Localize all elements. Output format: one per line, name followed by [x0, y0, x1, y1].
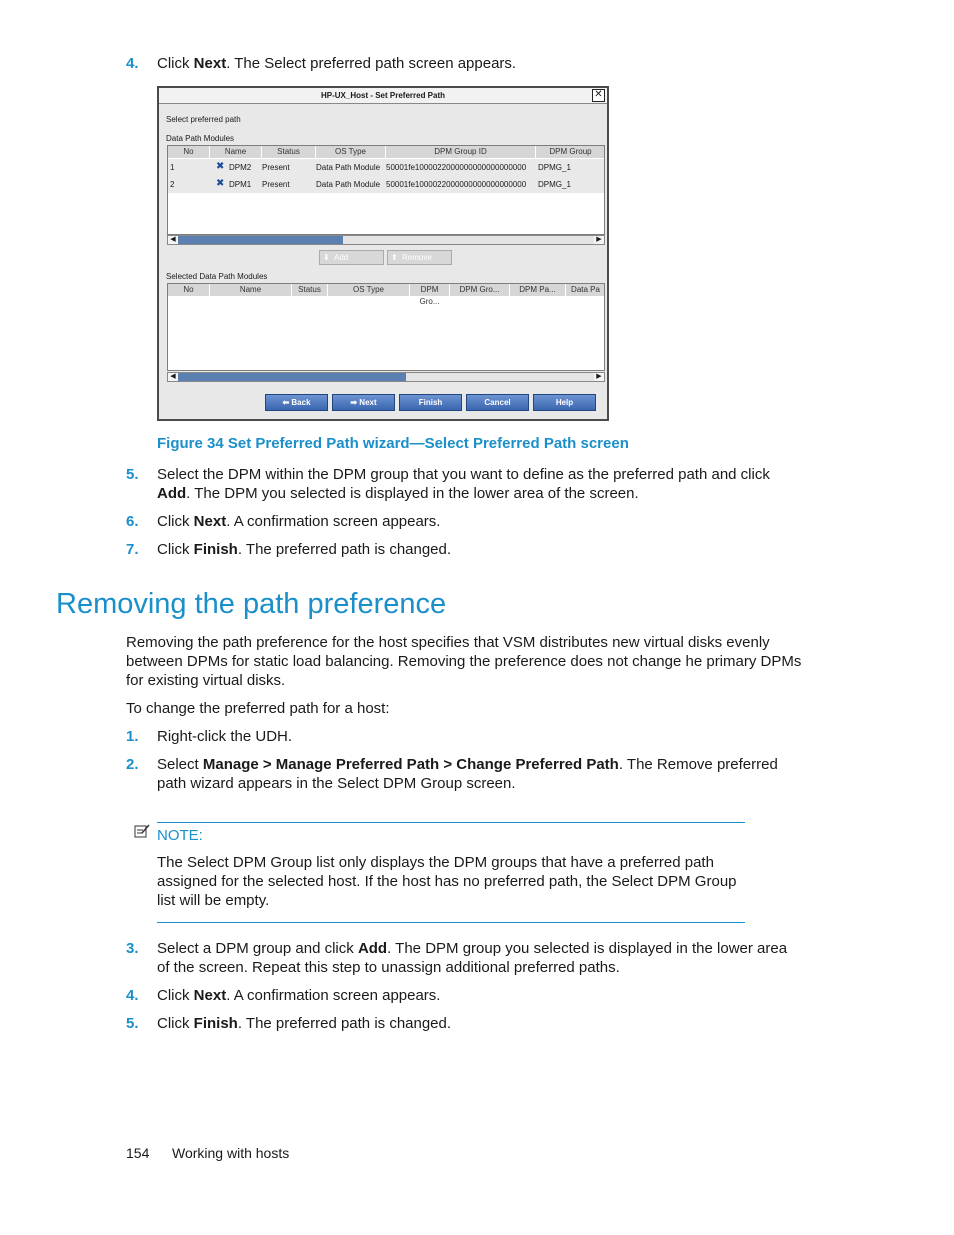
intro-paragraph: Removing the path preference for the host specifies that VSM distributes new virtual disks evenly between DPMs for static load balancing. Removing the preference does not change he primary DPMs for existing virtual disks. — [126, 634, 802, 689]
table-row[interactable] — [168, 159, 604, 176]
column-header[interactable]: Status — [262, 146, 316, 158]
selected-label: Selected Data Path Modules — [166, 272, 268, 281]
cell-no: 2 — [170, 180, 175, 189]
note-icon — [134, 824, 150, 838]
step-text: Click Finish. The preferred path is changed. — [157, 1015, 452, 1032]
dpm-icon: ✖ — [216, 178, 225, 189]
note-text: The Select DPM Group list only displays the DPM groups that have a preferred path assigned for the selected host. If the host has no preferred path, the Select DPM Group list will be empty. — [157, 854, 737, 909]
column-header[interactable]: DPM Group ID — [386, 146, 536, 158]
cell-os-type: Data Path Module — [316, 163, 381, 172]
column-header[interactable]: No — [168, 146, 210, 158]
step-number: 4. — [126, 987, 139, 1004]
column-header[interactable]: DPM Pa... — [510, 284, 566, 296]
table-header — [168, 284, 604, 306]
scroll-left-icon[interactable]: ◀ — [168, 236, 178, 244]
footer-section: Working with hosts — [172, 1145, 290, 1161]
wizard-dialog — [157, 86, 609, 421]
note-title: NOTE: — [157, 827, 203, 844]
scroll-thumb[interactable] — [178, 373, 406, 381]
dpm-icon: ✖ — [216, 161, 225, 172]
cell-group: DPMG_1 — [538, 163, 571, 172]
step-text: Right-click the UDH. — [157, 728, 293, 745]
cell-status: Present — [262, 180, 290, 189]
column-header[interactable]: DPM Gro... — [450, 284, 510, 296]
column-header[interactable]: Name — [210, 284, 292, 296]
column-header[interactable]: No — [168, 284, 210, 296]
step-number: 6. — [126, 513, 139, 530]
cell-group: DPMG_1 — [538, 180, 571, 189]
section-heading: Removing the path preference — [56, 588, 447, 620]
selected-table[interactable] — [167, 283, 605, 371]
note-top-rule — [157, 822, 745, 823]
step-number: 4. — [126, 55, 139, 72]
column-header[interactable]: OS Type — [316, 146, 386, 158]
remove-button[interactable] — [387, 250, 452, 265]
column-header[interactable]: Data Pa — [566, 284, 605, 296]
step-number: 1. — [126, 728, 139, 745]
next-icon: ➡ — [350, 398, 360, 407]
modules-table[interactable] — [167, 145, 605, 235]
column-header[interactable]: DPM Group — [536, 146, 605, 158]
step-number: 7. — [126, 541, 139, 558]
step-number: 2. — [126, 756, 139, 773]
cell-name: DPM2 — [229, 163, 252, 172]
lead-paragraph: To change the preferred path for a host: — [126, 700, 390, 717]
table-row[interactable] — [168, 176, 604, 193]
step-number: 5. — [126, 466, 139, 483]
add-label: Add — [334, 253, 349, 262]
step-text: Select Manage > Manage Preferred Path > Change Preferred Path. The Remove preferred path wizard appears in the Select DPM Group screen. — [157, 756, 778, 792]
figure-caption: Figure 34 Set Preferred Path wizard—Select Preferred Path screen — [157, 435, 629, 452]
finish-button[interactable] — [399, 394, 462, 411]
back-label: Back — [291, 398, 311, 407]
column-header[interactable]: Name — [210, 146, 262, 158]
cancel-button[interactable] — [466, 394, 529, 411]
table-header — [168, 146, 604, 158]
scroll-right-icon[interactable]: ▶ — [594, 373, 604, 381]
cancel-label: Cancel — [484, 398, 511, 407]
cell-no: 1 — [170, 163, 175, 172]
step-number: 3. — [126, 940, 139, 957]
horizontal-scrollbar[interactable] — [167, 372, 605, 382]
note-bottom-rule — [157, 922, 745, 923]
close-icon[interactable]: ✕ — [592, 89, 605, 102]
step-text: Click Next. A confirmation screen appears. — [157, 987, 441, 1004]
step-text: Click Next. The Select preferred path screen appears. — [157, 55, 517, 72]
dialog-title: HP-UX_Host - Set Preferred Path — [159, 88, 607, 104]
step-text: Click Next. A confirmation screen appears. — [157, 513, 441, 530]
scroll-left-icon[interactable]: ◀ — [168, 373, 178, 381]
scroll-thumb[interactable] — [178, 236, 343, 244]
scroll-right-icon[interactable]: ▶ — [594, 236, 604, 244]
modules-label: Data Path Modules — [166, 134, 235, 143]
column-header[interactable]: Status — [292, 284, 328, 296]
cell-group-id: 50001fe1000022000000000000000000 — [386, 163, 527, 172]
arrow-up-icon: ⬆ — [391, 253, 398, 262]
cell-group-id: 50001fe1000022000000000000000000 — [386, 180, 527, 189]
cell-status: Present — [262, 163, 290, 172]
next-label: Next — [359, 398, 377, 407]
arrow-down-icon: ⬇ — [323, 253, 330, 262]
finish-label: Finish — [418, 398, 443, 407]
remove-label: Remove — [402, 253, 432, 262]
cell-name: DPM1 — [229, 180, 252, 189]
help-button[interactable] — [533, 394, 596, 411]
next-button[interactable] — [332, 394, 395, 411]
back-icon: ⬅ — [282, 398, 292, 407]
select-label: Select preferred path — [166, 115, 241, 124]
step-text: Click Finish. The preferred path is changed. — [157, 541, 452, 558]
help-label: Help — [555, 398, 574, 407]
back-button[interactable] — [265, 394, 328, 411]
horizontal-scrollbar[interactable] — [167, 235, 605, 245]
column-header[interactable]: DPM Gro... — [410, 284, 450, 296]
column-header[interactable]: OS Type — [328, 284, 410, 296]
cell-os-type: Data Path Module — [316, 180, 381, 189]
step-number: 5. — [126, 1015, 139, 1032]
step-text: Select the DPM within the DPM group that you want to define as the preferred path and click Add. The DPM you selected is displayed in the lower area of the screen. — [157, 466, 770, 502]
add-button[interactable] — [319, 250, 384, 265]
step-text: Select a DPM group and click Add. The DPM group you selected is displayed in the lower area of the screen. Repeat this step to unassign additional preferred paths. — [157, 940, 788, 976]
page-number: 154 — [126, 1145, 150, 1161]
